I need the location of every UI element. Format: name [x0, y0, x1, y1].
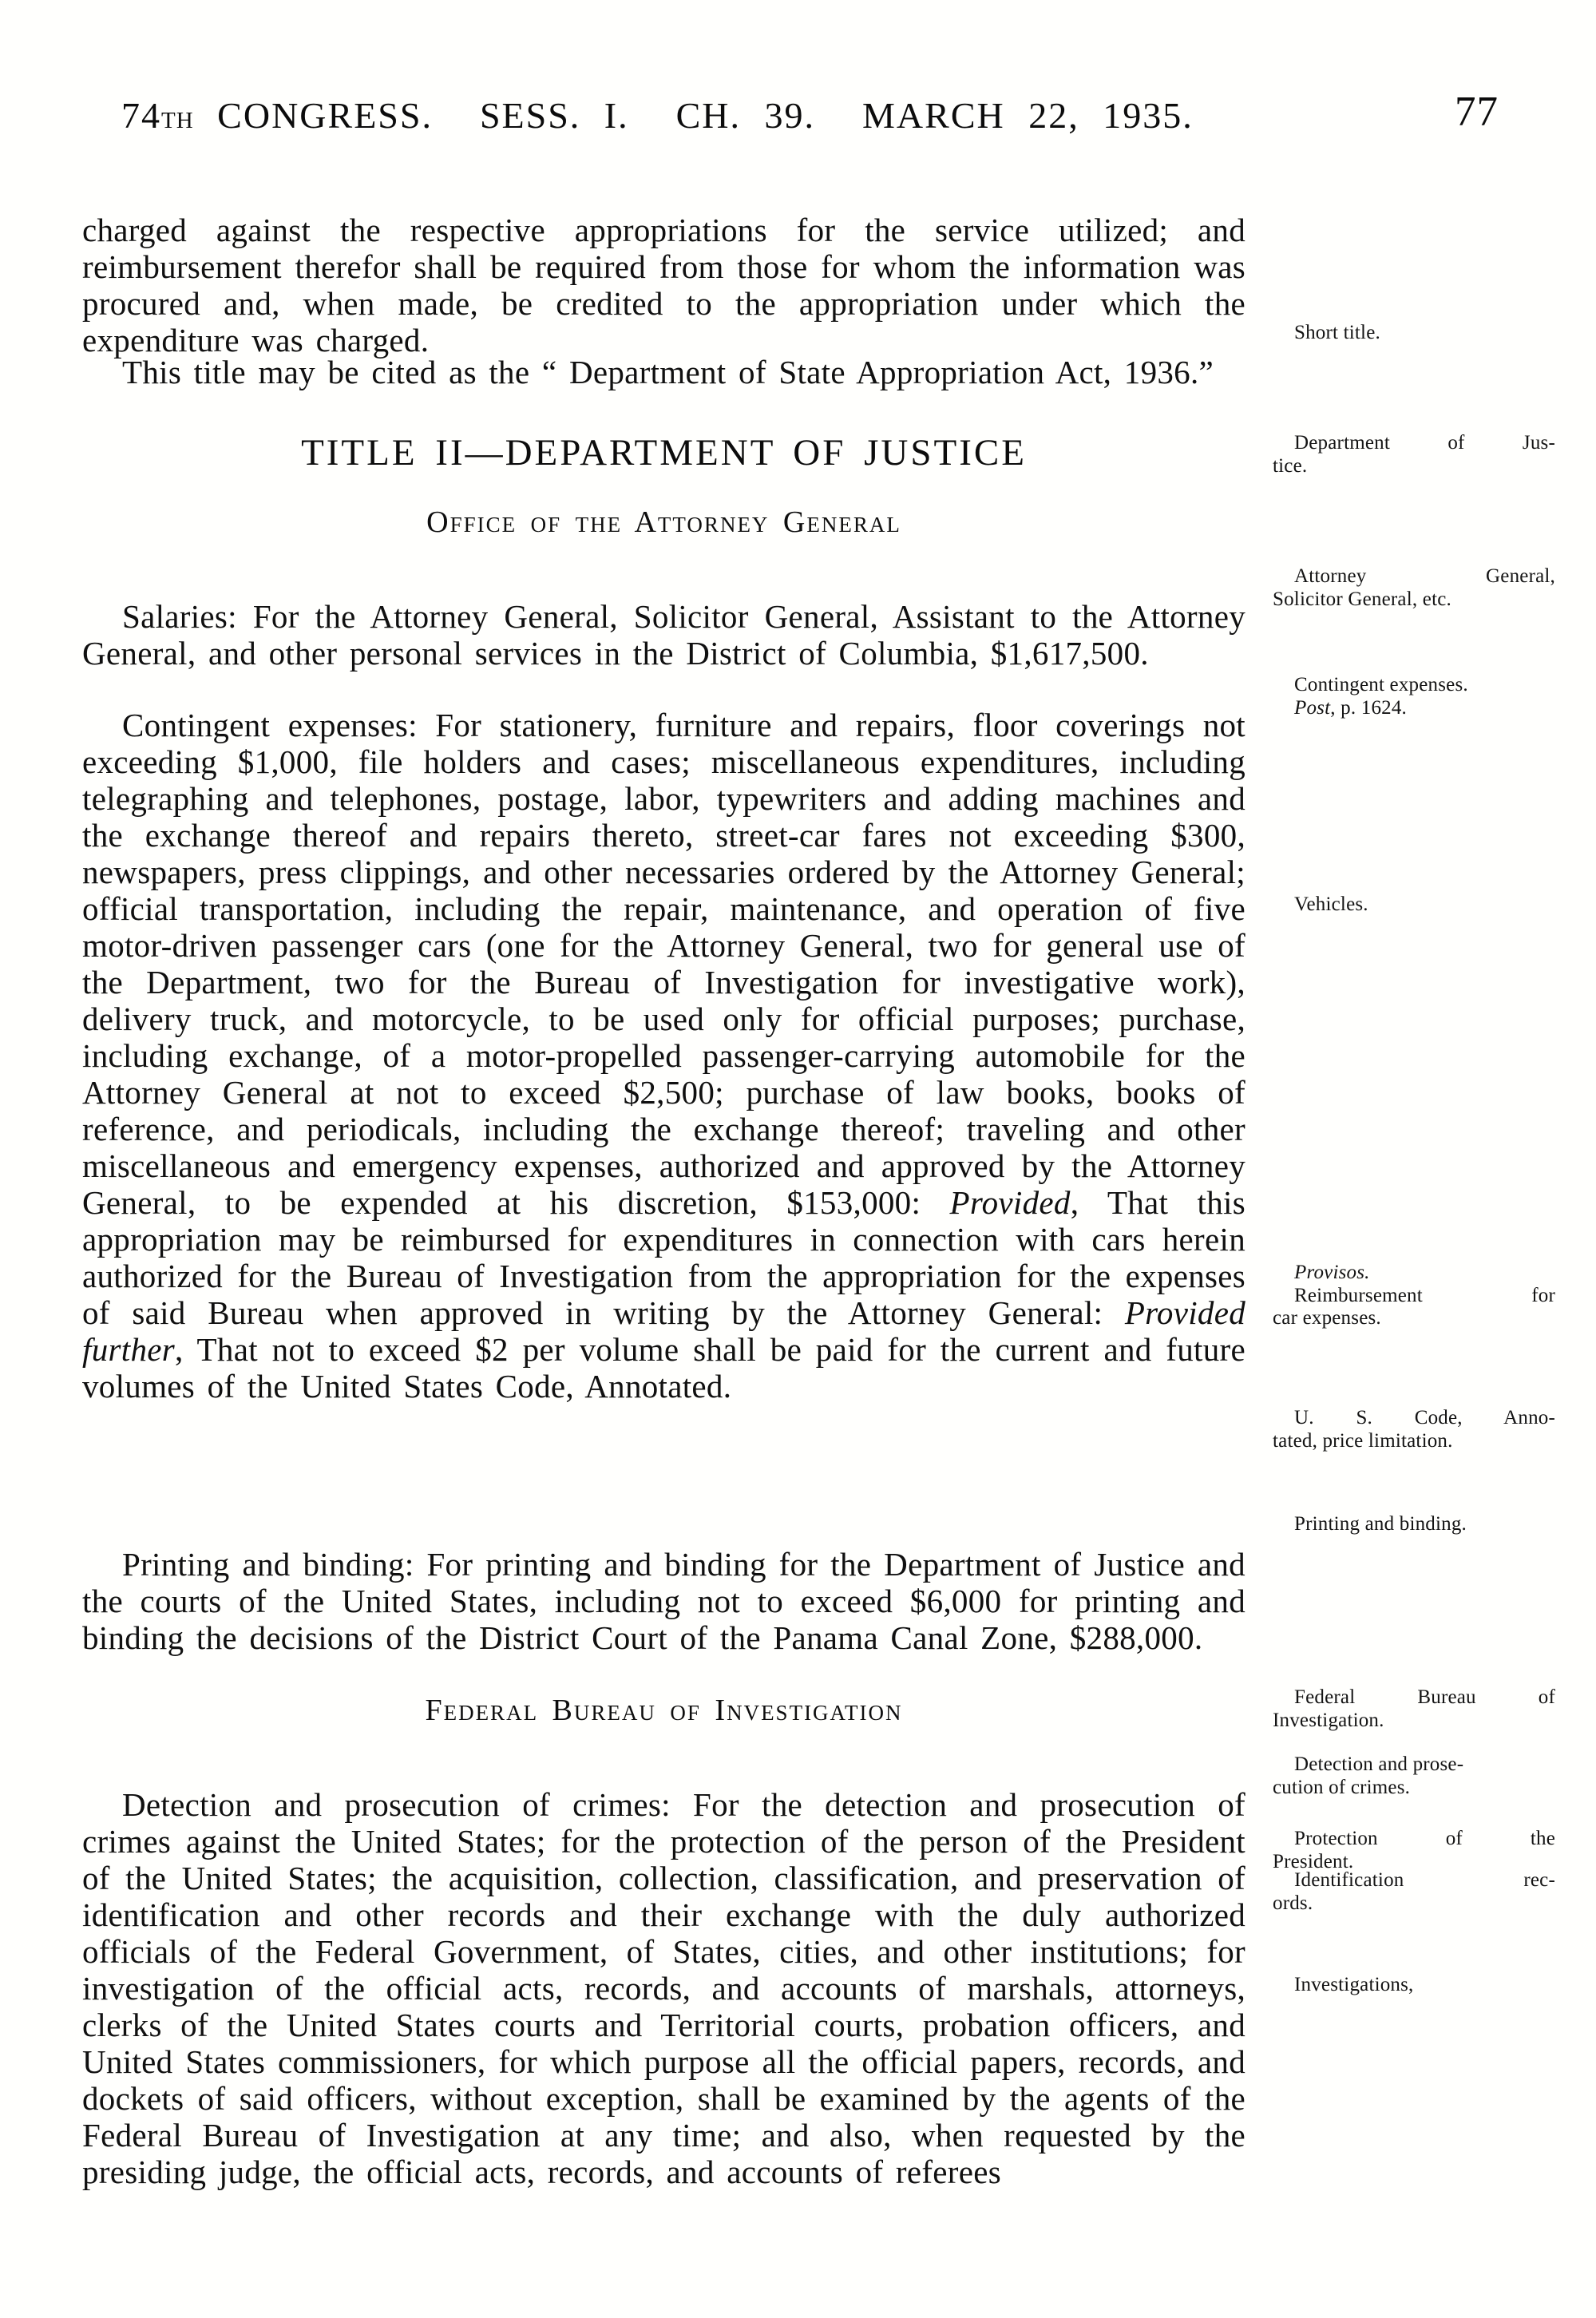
- margin-note-line: [1273, 697, 1555, 720]
- margin-note-line: Investigation.: [1273, 1709, 1384, 1731]
- margin-note-line: Investigations,: [1294, 1974, 1414, 1995]
- proviso-2-italic: Provided further: [82, 1294, 1246, 1368]
- margin-note-line: [1273, 1262, 1555, 1285]
- margin-note-identification-records: [1273, 1869, 1555, 1915]
- margin-note-line: tice.: [1273, 454, 1308, 477]
- congress-ordinal-suffix: TH: [161, 108, 194, 133]
- margin-note-line: cution of crimes.: [1273, 1776, 1411, 1798]
- margin-note-line: Federal Bureau of: [1294, 1686, 1555, 1708]
- margin-note-line: Department of Jus-: [1294, 432, 1555, 454]
- margin-note-protection-president: [1273, 1828, 1555, 1873]
- paragraph-contingent-expenses: [82, 707, 1246, 1405]
- title-ii-heading: TITLE II—DEPARTMENT OF JUSTICE: [301, 432, 1027, 474]
- margin-note-line: Contingent expenses.: [1294, 674, 1468, 695]
- margin-note-line: President.: [1273, 1850, 1354, 1872]
- contingent-text-2: , That this appropriation may be reimbursed for expenditures in connection with cars herein authorized for the Bureau of Investigation from the appropriation for the expenses of said Bureau when approved in writing by the Attorney General:: [82, 1184, 1246, 1331]
- post-reference-italic: Post: [1294, 696, 1331, 719]
- post-reference-rest: , p. 1624.: [1330, 696, 1407, 719]
- provisos-italic: Provisos.: [1294, 1262, 1370, 1283]
- margin-note-detection-prosecution: [1273, 1753, 1555, 1799]
- paragraph-printing-binding: Printing and binding: For printing and binding for the Department of Justice and the courts of the United States, including not to exceed $6,000 for printing and binding the decisions of the District Court of the Panama Canal Zone, $288,000.: [82, 1546, 1246, 1656]
- margin-note-provisos: [1273, 1262, 1555, 1330]
- paragraph-continuation: charged against the respective appropriations for the service utilized; and reimbursement therefor shall be required from those for whom the information was procured and, when made, be credited to the appropriation under which the expenditure was charged.: [82, 212, 1246, 359]
- margin-note-line: Reimbursement for: [1294, 1284, 1555, 1306]
- margin-note-line: Detection and prose-: [1294, 1753, 1464, 1775]
- margin-note-line: Vehicles.: [1294, 894, 1368, 915]
- fbi-section-heading: Federal Bureau of Investigation: [425, 1694, 903, 1727]
- congress-number: 74: [121, 95, 161, 136]
- page-number: 77: [1455, 89, 1499, 135]
- margin-note-line: Identification rec-: [1294, 1869, 1555, 1891]
- margin-note-line: Attorney General,: [1294, 565, 1555, 587]
- margin-note-line: Printing and binding.: [1294, 1513, 1467, 1535]
- margin-note-contingent-expenses: [1273, 674, 1555, 719]
- paragraph-short-title: This title may be cited as the “ Department of State Appropriation Act, 1936.”: [122, 354, 1214, 390]
- margin-note-us-code: [1273, 1407, 1555, 1452]
- margin-note-short-title: [1273, 322, 1555, 345]
- proviso-1-italic: Provided: [949, 1184, 1071, 1221]
- margin-note-printing-binding: [1273, 1513, 1555, 1536]
- margin-note-federal-bureau-investigation: [1273, 1686, 1555, 1732]
- margin-note-line: U. S. Code, Anno-: [1294, 1407, 1555, 1428]
- margin-note-line: Solicitor General, etc.: [1273, 588, 1451, 610]
- margin-note-vehicles: [1273, 894, 1555, 917]
- margin-note-line: car expenses.: [1273, 1307, 1381, 1329]
- contingent-text-1: Contingent expenses: For stationery, furniture and repairs, floor coverings not exceeding $1,000, file holders and cases; miscellaneous expenditures, including telegraphing and telephones, postage, labor, typewriters and adding machines and the exchange thereof and repairs thereto, street-car fares not exceeding $300, newspapers, press clippings, and other necessaries ordered by the Attorney General; official transportation, including the repair, maintenance, and operation of five motor-driven passenger cars (one for the Attorney General, two for general use of the Department, two for the Bureau of Investigation for investigative work), delivery truck, and motorcycle, to be used only for official purposes; purchase, including exchange, of a motor-propelled passenger-carrying automobile for the Attorney General at not to exceed $2,500; purchase of law books, books of reference, and periodicals, including the exchange thereof; traveling and other miscellaneous and emergency expenses, authorized and approved by the Attorney General, to be expended at his discretion, $153,000:: [82, 707, 1246, 1221]
- office-attorney-general-heading: Office of the Attorney General: [426, 505, 901, 539]
- margin-note-department-of-justice: [1273, 432, 1555, 477]
- margin-note-line: Short title.: [1294, 322, 1380, 343]
- paragraph-salaries: Salaries: For the Attorney General, Solicitor General, Assistant to the Attorney General, and other personal services in the District of Columbia, $1,617,500.: [82, 598, 1246, 672]
- margin-note-investigations: [1273, 1974, 1555, 1997]
- margin-note-line: tated, price limitation.: [1273, 1429, 1453, 1452]
- margin-note-line: ords.: [1273, 1892, 1313, 1914]
- paragraph-detection-prosecution: Detection and prosecution of crimes: For the detection and prosecution of crimes against the United States; for the protection of the person of the President of the United States; the acquisition, collection, classification, and preservation of identification and other records and their exchange with the duly authorized officials of the Federal Government, of States, cities, and other institutions; for investigation of the official acts, records, and accounts of marshals, attorneys, clerks of the United States courts and Territorial courts, probation officers, and United States commissioners, for which purpose all the official papers, records, and dockets of said officers, without exception, shall be examined by the agents of the Federal Bureau of Investigation at any time; and also, when requested by the presiding judge, the official acts, records, and accounts of referees: [82, 1786, 1246, 2190]
- margin-note-attorney-general: [1273, 565, 1555, 611]
- running-header-citation: [121, 94, 1194, 137]
- contingent-text-3: , That not to exceed $2 per volume shall be paid for the current and future volumes of the United States Code, Annotated.: [82, 1331, 1246, 1405]
- margin-note-line: Protection of the: [1294, 1828, 1555, 1849]
- citation-text: CONGRESS. SESS. I. CH. 39. MARCH 22, 1935.: [193, 95, 1194, 136]
